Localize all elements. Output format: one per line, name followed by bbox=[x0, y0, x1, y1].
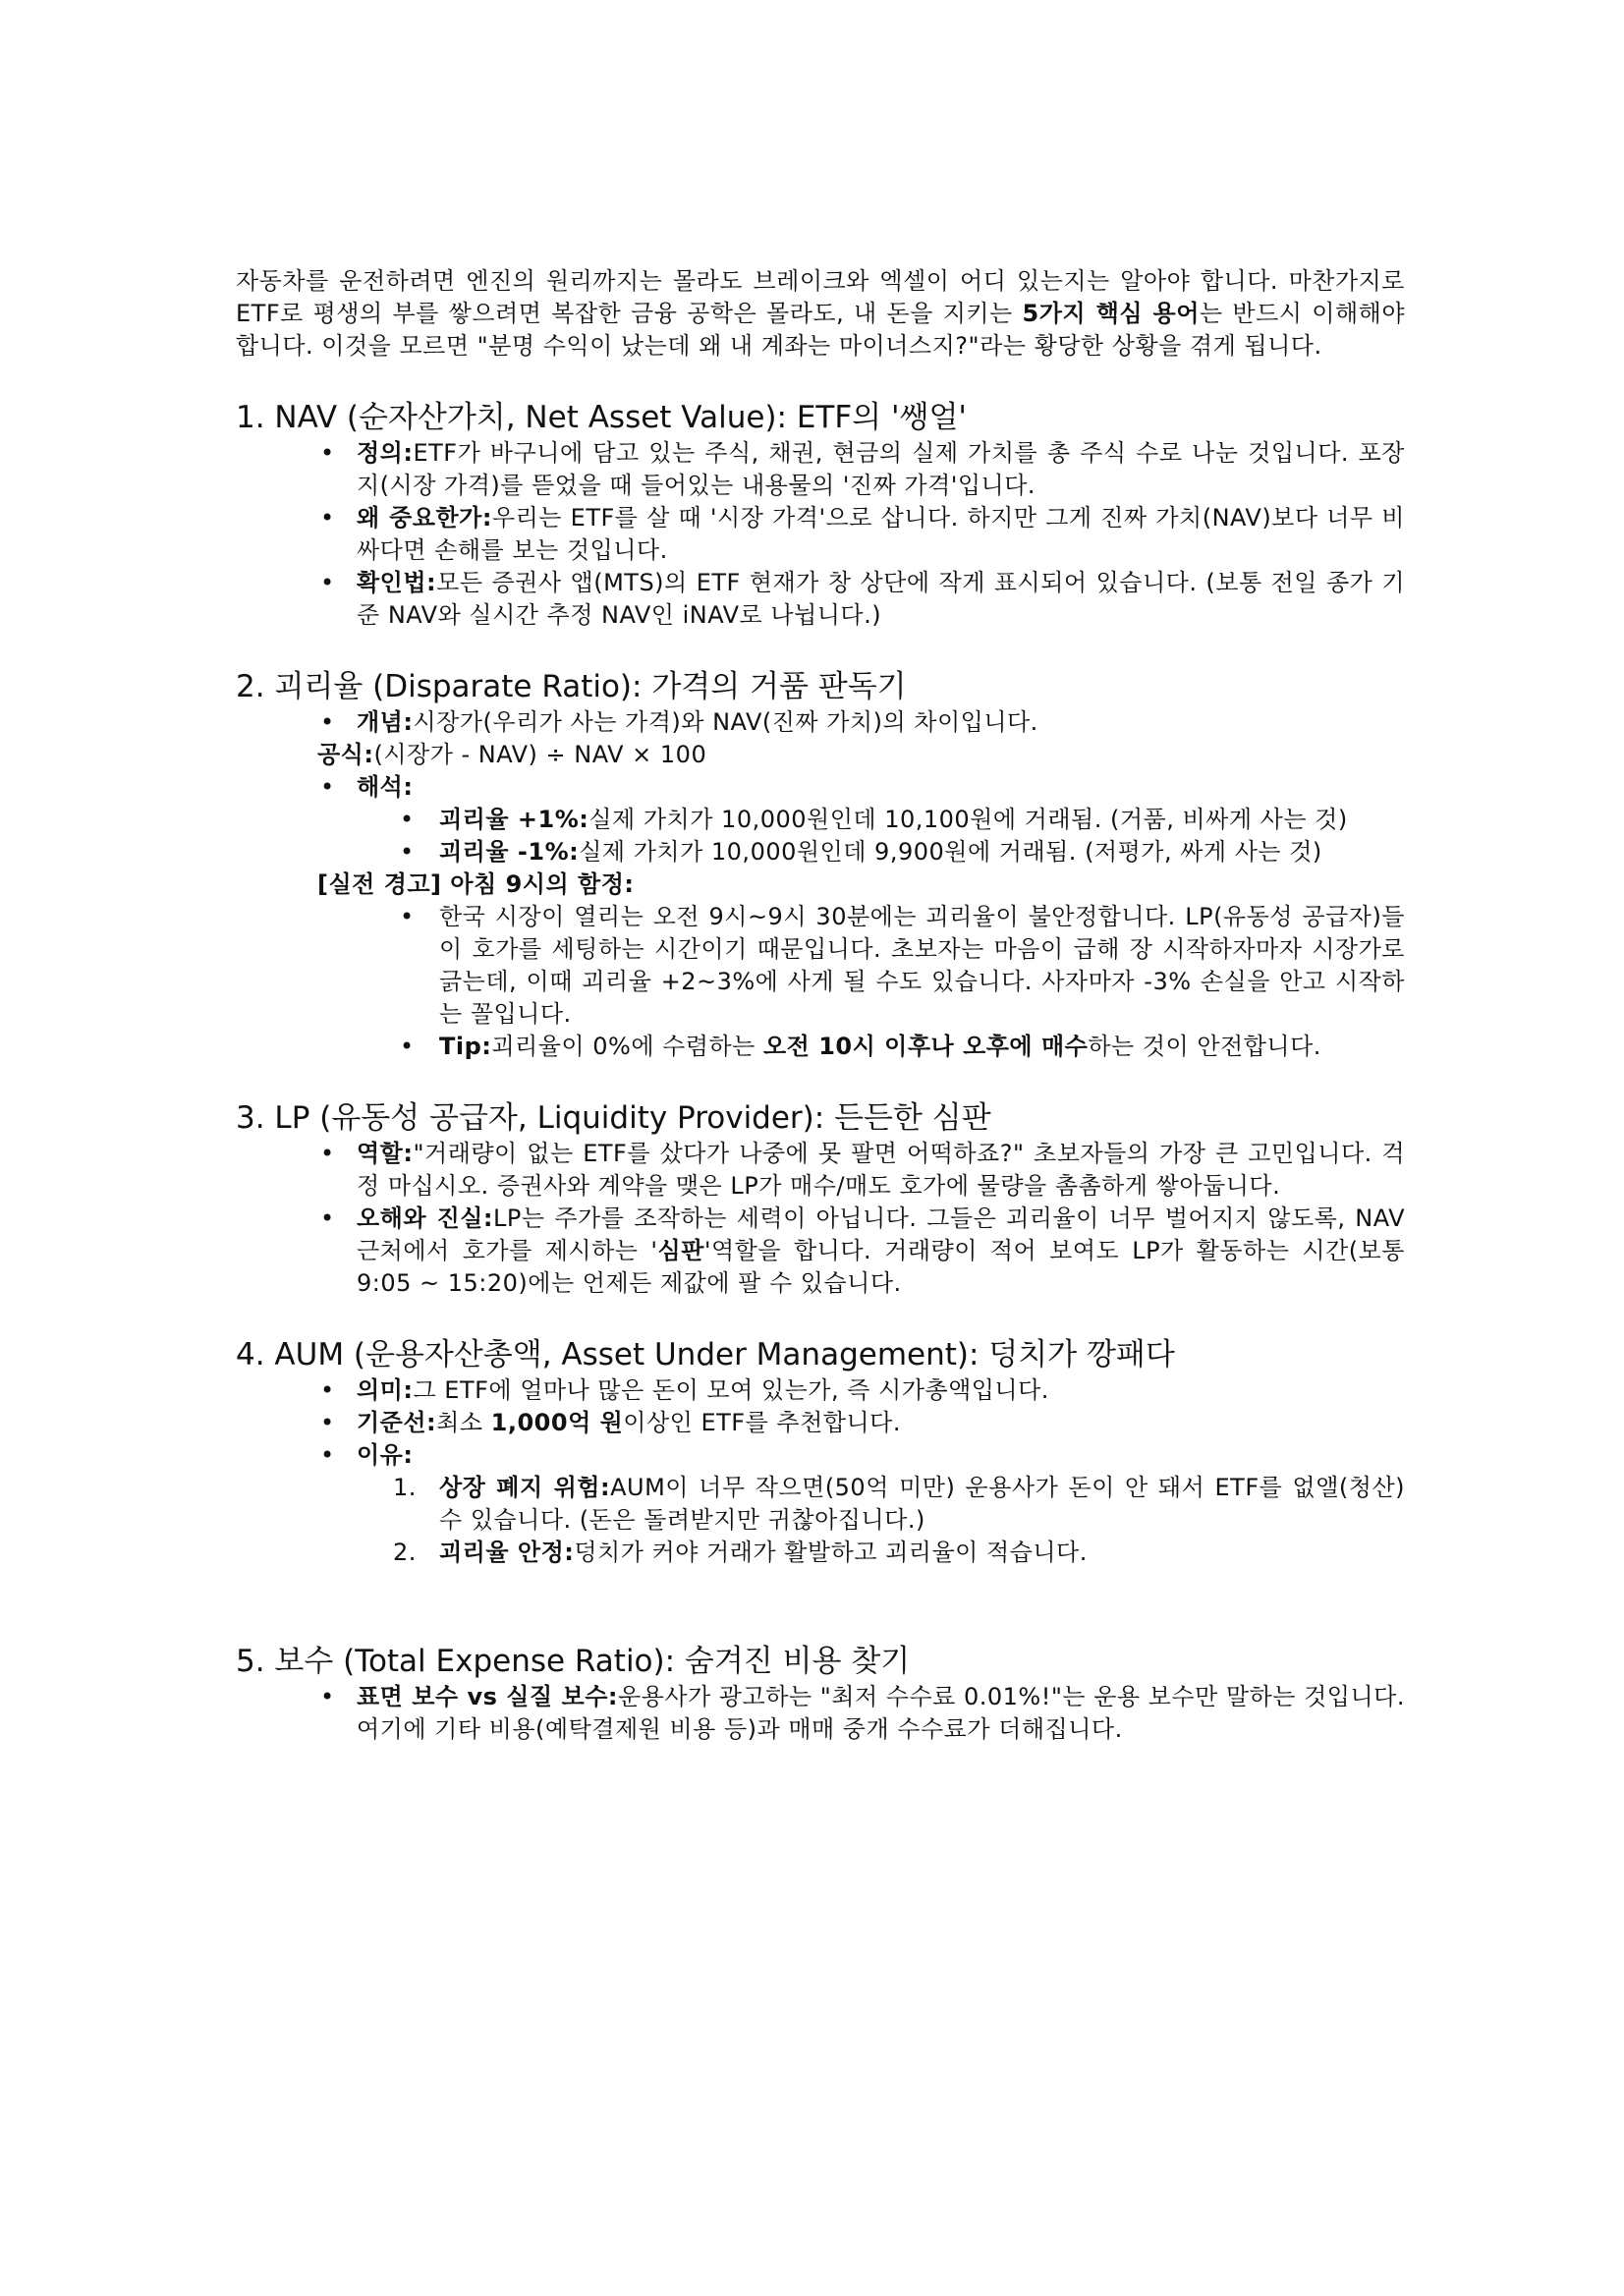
warning-title-text: [실전 경고] 아침 9시의 함정: bbox=[317, 870, 635, 898]
bullet-icon: • bbox=[320, 1140, 335, 1167]
item-number: 1. bbox=[393, 1474, 417, 1501]
item-text: 우리는 ETF를 살 때 '시장 가격'으로 삽니다. 하지만 그게 진짜 가치(NAV)보다 너무 비싸다면 손해를 보는 것입니다. bbox=[357, 504, 1405, 564]
list-item bbox=[236, 836, 1405, 868]
bullet-icon: • bbox=[320, 1376, 335, 1404]
item-text: "거래량이 없는 ETF를 샀다가 나중에 못 팔면 어떡하죠?" 초보자들의 가장 큰 고민입니다. 걱정 마십시오. 증권사와 계약을 맺은 LP가 매수/매도 호가에 물량을 촘촘하게 쌓아둡니다. bbox=[357, 1140, 1405, 1200]
item-text: 덩치가 커야 거래가 활발하고 괴리율이 적습니다. bbox=[574, 1539, 1088, 1566]
intro-text-cont: 는 반드시 이해해야 합니다. 이것을 모르면 "분명 수익이 났는데 왜 내 계좌는 마이너스지?"라는 황당한 상황을 겪게 됩니다. bbox=[236, 300, 1405, 360]
list-item bbox=[236, 567, 1405, 632]
item-lead: 괴리율 +1%: bbox=[439, 806, 589, 833]
section-nav bbox=[236, 398, 1405, 632]
item-text: LP는 주가를 조작하는 세력이 아닙니다. 그들은 괴리율이 너무 벌어지지 않도록, NAV 근처에서 호가를 제시하는 ' bbox=[357, 1204, 1405, 1264]
intro-emphasis: 5가지 핵심 용어 bbox=[1022, 300, 1200, 327]
list-item-concept bbox=[236, 706, 1405, 739]
list-item bbox=[236, 1407, 1405, 1439]
item-lead: 괴리율 안정: bbox=[439, 1539, 575, 1566]
item-lead: 왜 중요한가: bbox=[357, 504, 492, 532]
item-lead: 상장 폐지 위험: bbox=[439, 1474, 611, 1501]
bullet-list bbox=[236, 437, 1405, 632]
bullet-icon: • bbox=[320, 773, 335, 801]
item-lead: 정의: bbox=[357, 439, 414, 467]
item-text: ETF가 바구니에 담고 있는 주식, 채권, 현금의 실제 가치를 총 주식 수로 나눈 것입니다. 포장지(시장 가격)를 뜯었을 때 들어있는 내용물의 '진짜 가격'입니다. bbox=[357, 439, 1405, 499]
item-emphasis: 1,000억 원 bbox=[490, 1409, 624, 1436]
item-text: 모든 증권사 앱(MTS)의 ETF 현재가 창 상단에 작게 표시되어 있습니다. (보통 전일 종가 기준 NAV와 실시간 추정 NAV인 iNAV로 나뉩니다.) bbox=[357, 569, 1405, 629]
bullet-icon: • bbox=[400, 806, 415, 833]
list-item bbox=[236, 502, 1405, 567]
item-lead: 역할: bbox=[357, 1140, 414, 1167]
list-item bbox=[236, 1203, 1405, 1300]
list-item bbox=[236, 437, 1405, 502]
section-expense-ratio bbox=[236, 1642, 1405, 1746]
item-lead: 표면 보수 vs 실질 보수: bbox=[357, 1683, 618, 1710]
item-lead: 의미: bbox=[357, 1376, 414, 1404]
item-text: 괴리율이 0%에 수렴하는 bbox=[491, 1033, 763, 1060]
bullet-list bbox=[236, 1138, 1405, 1300]
bullet-icon: • bbox=[320, 569, 335, 596]
item-text: 최소 bbox=[436, 1409, 491, 1436]
numbered-item bbox=[236, 1472, 1405, 1537]
section-lp bbox=[236, 1098, 1405, 1300]
bullet-icon: • bbox=[400, 1033, 415, 1060]
bullet-list bbox=[236, 771, 1405, 804]
document-page bbox=[236, 265, 1405, 1746]
item-text: 운용사가 광고하는 "최저 수수료 0.01%!"는 운용 보수만 말하는 것입니다. 여기에 기타 비용(예탁결제원 비용 등)과 매매 중개 수수료가 더해집니다. bbox=[357, 1683, 1405, 1743]
item-emphasis: 오전 10시 이후나 오후에 매수 bbox=[763, 1033, 1089, 1060]
item-lead: 해석: bbox=[357, 773, 414, 801]
formula-lead: 공식: bbox=[317, 741, 374, 768]
section-aum bbox=[236, 1335, 1405, 1569]
item-emphasis: 심판 bbox=[657, 1237, 704, 1264]
item-text-cont: 이상인 ETF를 추천합니다. bbox=[623, 1409, 901, 1436]
section-title: 3. LP (유동성 공급자, Liquidity Provider): 든든한 심판 bbox=[236, 1100, 991, 1136]
bullet-icon: • bbox=[320, 1683, 335, 1710]
bullet-list bbox=[236, 706, 1405, 739]
item-lead: 오해와 진실: bbox=[357, 1204, 494, 1232]
list-item-tip bbox=[236, 1031, 1405, 1063]
bullet-icon: • bbox=[320, 1409, 335, 1436]
item-text-cont: '역할을 합니다. 거래량이 적어 보여도 LP가 활동하는 시간(보통 9:05 ~ 15:20)에는 언제든 제값에 팔 수 있습니다. bbox=[357, 1237, 1405, 1297]
list-item bbox=[236, 1138, 1405, 1203]
item-lead: 개념: bbox=[357, 708, 414, 736]
bullet-icon: • bbox=[320, 504, 335, 532]
section-disparate-ratio bbox=[236, 667, 1405, 1063]
bullet-icon: • bbox=[320, 708, 335, 736]
intro-text: 자동차를 운전하려면 엔진의 원리까지는 몰라도 브레이크와 엑셀이 어디 있는지는 알아야 합니다. 마찬가지로 ETF로 평생의 부를 쌓으려면 복잡한 금융 공학은 몰라도, 내 돈을 지키는 bbox=[236, 267, 1405, 327]
list-item bbox=[236, 1439, 1405, 1472]
list-item bbox=[236, 1374, 1405, 1407]
item-text: 시장가(우리가 사는 가격)와 NAV(진짜 가치)의 차이입니다. bbox=[413, 708, 1038, 736]
nested-bullet-list bbox=[236, 804, 1405, 868]
formula-text: (시장가 - NAV) ÷ NAV × 100 bbox=[373, 741, 707, 768]
numbered-item bbox=[236, 1537, 1405, 1569]
list-item-interpretation bbox=[236, 771, 1405, 804]
bullet-list bbox=[236, 1681, 1405, 1746]
item-text: 실제 가치가 10,000원인데 9,900원에 거래됨. (저평가, 싸게 사는 것) bbox=[579, 838, 1322, 866]
bullet-icon: • bbox=[320, 1204, 335, 1232]
bullet-icon: • bbox=[320, 1441, 335, 1469]
list-item bbox=[236, 1681, 1405, 1746]
item-text: 한국 시장이 열리는 오전 9시~9시 30분에는 괴리율이 불안정합니다. LP(유동성 공급자)들이 호가를 세팅하는 시간이기 때문입니다. 초보자는 마음이 급해 장 시작하자마자 시장가로 긁는데, 이때 괴리율 +2~3%에 사게 될 수도 있습니다. 사자마자 -3% 손실을 안고 시작하는 꼴입니다. bbox=[439, 903, 1405, 1028]
item-lead: Tip: bbox=[439, 1033, 492, 1060]
item-text: 그 ETF에 얼마나 많은 돈이 모여 있는가, 즉 시가총액입니다. bbox=[413, 1376, 1049, 1404]
item-lead: 확인법: bbox=[357, 569, 437, 596]
bullet-list bbox=[236, 1374, 1405, 1472]
nested-bullet-list bbox=[236, 901, 1405, 1063]
item-text: AUM이 너무 작으면(50억 미만) 운용사가 돈이 안 돼서 ETF를 없앨(청산) 수 있습니다. (돈은 돌려받지만 귀찮아집니다.) bbox=[439, 1474, 1405, 1534]
section-title: 1. NAV (순자산가치, Net Asset Value): ETF의 '쌩얼' bbox=[236, 400, 967, 435]
item-lead: 이유: bbox=[357, 1441, 414, 1469]
warning-title bbox=[236, 868, 1405, 901]
item-text: 실제 가치가 10,000원인데 10,100원에 거래됨. (거품, 비싸게 사는 것) bbox=[588, 806, 1348, 833]
item-lead: 기준선: bbox=[357, 1409, 437, 1436]
numbered-list bbox=[236, 1472, 1405, 1569]
section-title: 5. 보수 (Total Expense Ratio): 숨겨진 비용 찾기 bbox=[236, 1644, 911, 1679]
item-number: 2. bbox=[393, 1539, 417, 1566]
section-title: 4. AUM (운용자산총액, Asset Under Management): 덩치가 깡패다 bbox=[236, 1337, 1175, 1372]
intro-paragraph bbox=[236, 265, 1405, 363]
list-item bbox=[236, 804, 1405, 836]
bullet-icon: • bbox=[400, 903, 415, 930]
section-title: 2. 괴리율 (Disparate Ratio): 가격의 거품 판독기 bbox=[236, 669, 907, 704]
bullet-icon: • bbox=[320, 439, 335, 467]
item-lead: 괴리율 -1%: bbox=[439, 838, 580, 866]
bullet-icon: • bbox=[400, 838, 415, 866]
item-text-cont: 하는 것이 안전합니다. bbox=[1088, 1033, 1321, 1060]
list-item bbox=[236, 901, 1405, 1031]
formula-line bbox=[236, 739, 1405, 771]
